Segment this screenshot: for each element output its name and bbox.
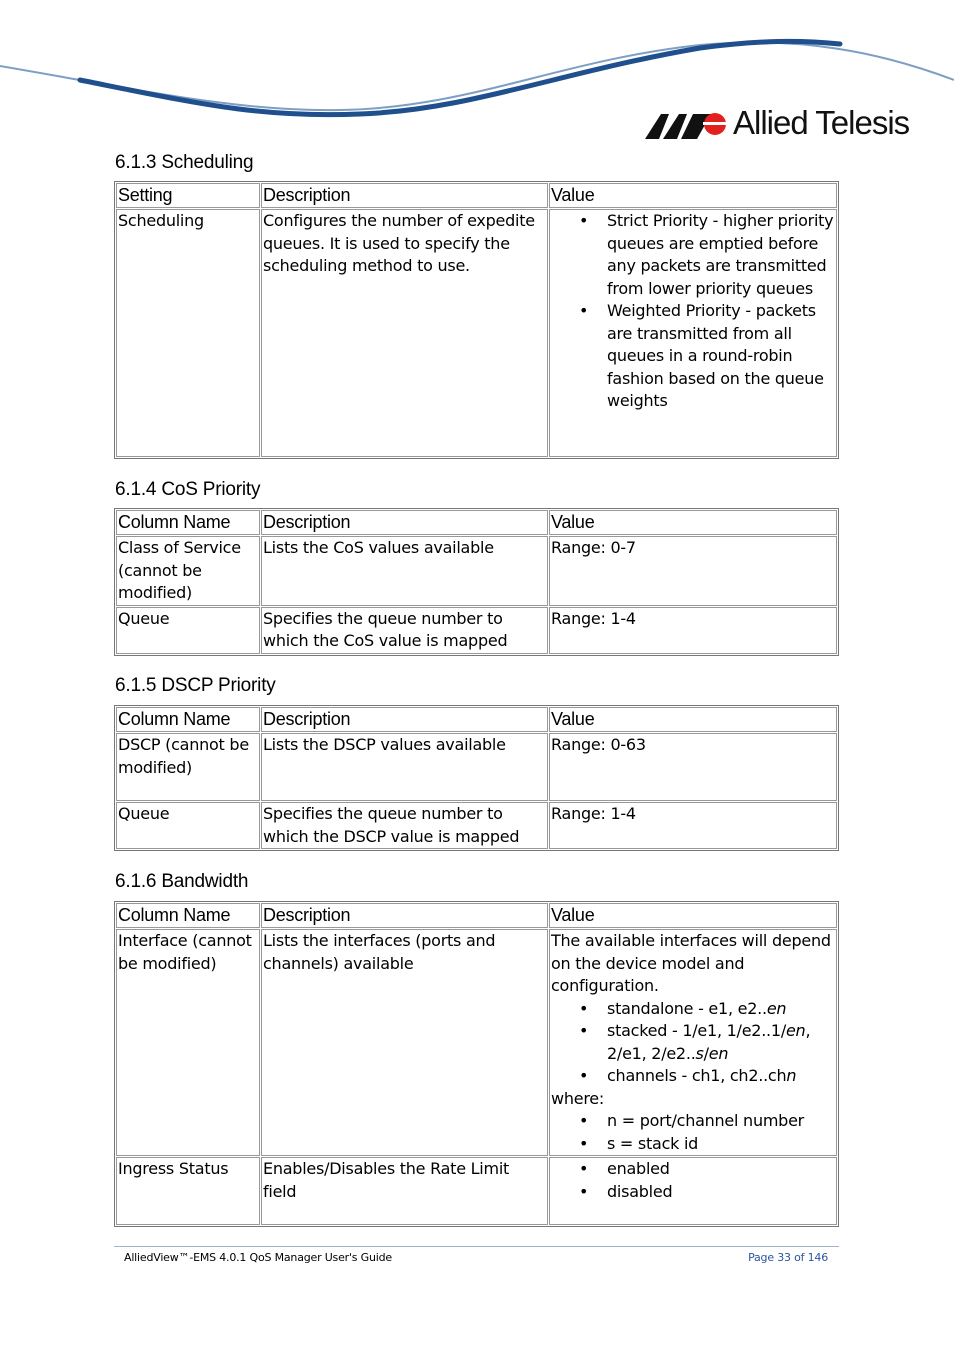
logo-wordmark: Allied Telesis bbox=[733, 104, 910, 141]
table-header-row bbox=[116, 707, 837, 732]
table-header-row bbox=[116, 183, 837, 208]
description-cell: Lists the CoS values available bbox=[261, 536, 548, 606]
column-name-cell: Ingress Status bbox=[116, 1157, 260, 1225]
column-header: Column Name bbox=[116, 707, 260, 732]
list-item: • s = stack id bbox=[607, 1133, 836, 1156]
column-header: Description bbox=[261, 183, 548, 208]
section-title-cos-priority: 6.1.4 CoS Priority bbox=[115, 479, 261, 500]
column-header: Description bbox=[261, 707, 548, 732]
value-cell bbox=[549, 209, 837, 457]
description-cell: Lists the interfaces (ports and channels) available bbox=[261, 929, 548, 1156]
table-row bbox=[116, 802, 837, 849]
table-header-row bbox=[116, 903, 837, 928]
column-header: Column Name bbox=[116, 903, 260, 928]
list-item: • stacked - 1/e1, 1/e2..1/en, 2/e1, 2/e2..s/en bbox=[607, 1020, 836, 1065]
value-cell bbox=[549, 1157, 837, 1225]
column-name-cell: Queue bbox=[116, 607, 260, 654]
description-cell: Configures the number of expedite queues. It is used to specify the scheduling method to use. bbox=[261, 209, 548, 457]
column-header: Description bbox=[261, 903, 548, 928]
value-cell bbox=[549, 929, 837, 1156]
value-cell: Range: 0-7 bbox=[549, 536, 837, 606]
list-item: • Strict Priority - higher priority queues are emptied before any packets are transmitted from lower priority queues bbox=[607, 210, 836, 300]
footer-doc-title: AlliedView™-EMS 4.0.1 QoS Manager User's Guide bbox=[124, 1251, 392, 1264]
section-title-bandwidth: 6.1.6 Bandwidth bbox=[115, 871, 249, 892]
list-item: • Weighted Priority - packets are transmitted from all queues in a round-robin fashion based on the queue weights bbox=[607, 300, 836, 413]
table-row bbox=[116, 209, 837, 457]
footer-page-number: Page 33 of 146 bbox=[748, 1251, 828, 1264]
list-item: • enabled bbox=[607, 1158, 836, 1181]
section-title-dscp-priority: 6.1.5 DSCP Priority bbox=[115, 675, 276, 696]
column-header: Setting bbox=[116, 183, 260, 208]
description-cell: Lists the DSCP values available bbox=[261, 733, 548, 801]
value-cell: Range: 1-4 bbox=[549, 607, 837, 654]
column-header: Value bbox=[549, 510, 837, 535]
setting-cell: Scheduling bbox=[116, 209, 260, 457]
description-cell: Enables/Disables the Rate Limit field bbox=[261, 1157, 548, 1225]
list-item: • n = port/channel number bbox=[607, 1110, 836, 1133]
value-cell: Range: 0-63 bbox=[549, 733, 837, 801]
column-name-cell: Queue bbox=[116, 802, 260, 849]
column-name-cell: Interface (cannot be modified) bbox=[116, 929, 260, 1156]
dscp-priority-table bbox=[114, 705, 839, 851]
column-name-cell: Class of Service (cannot be modified) bbox=[116, 536, 260, 606]
cos-priority-table bbox=[114, 508, 839, 656]
description-cell: Specifies the queue number to which the DSCP value is mapped bbox=[261, 802, 548, 849]
table-header-row bbox=[116, 510, 837, 535]
table-row bbox=[116, 733, 837, 801]
list-item: • disabled bbox=[607, 1181, 836, 1204]
table-row bbox=[116, 1157, 837, 1225]
column-header: Description bbox=[261, 510, 548, 535]
description-cell: Specifies the queue number to which the CoS value is mapped bbox=[261, 607, 548, 654]
list-item: • standalone - e1, e2..en bbox=[607, 998, 836, 1021]
where-label: where: bbox=[551, 1088, 605, 1108]
footer-divider bbox=[114, 1246, 839, 1247]
scheduling-table bbox=[114, 181, 839, 459]
value-cell: Range: 1-4 bbox=[549, 802, 837, 849]
column-header: Value bbox=[549, 707, 837, 732]
column-header: Value bbox=[549, 183, 837, 208]
table-row bbox=[116, 536, 837, 606]
bandwidth-table bbox=[114, 901, 839, 1227]
value-intro: The available interfaces will depend on the device model and configuration. bbox=[551, 931, 831, 995]
logo-mark-icon bbox=[645, 110, 729, 140]
allied-telesis-logo bbox=[645, 104, 910, 146]
column-header: Value bbox=[549, 903, 837, 928]
table-row bbox=[116, 607, 837, 654]
column-header: Column Name bbox=[116, 510, 260, 535]
table-row bbox=[116, 929, 837, 1156]
list-item: • channels - ch1, ch2..chn bbox=[607, 1065, 836, 1088]
section-title-scheduling: 6.1.3 Scheduling bbox=[115, 152, 254, 173]
column-name-cell: DSCP (cannot be modified) bbox=[116, 733, 260, 801]
